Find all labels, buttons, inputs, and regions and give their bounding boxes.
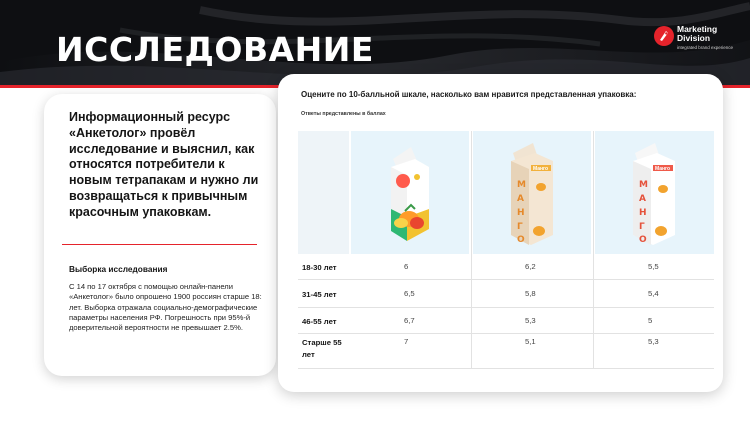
score-value: 5,1 bbox=[525, 337, 536, 346]
info-card bbox=[44, 94, 276, 376]
row-label: 31-45 лет bbox=[302, 290, 337, 299]
white-mango-carton-icon bbox=[595, 131, 714, 254]
score-value: 5,3 bbox=[648, 337, 659, 346]
row-label: 18-30 лет bbox=[302, 263, 337, 272]
score-value: 5,5 bbox=[648, 262, 659, 271]
svg-text:М: М bbox=[639, 180, 648, 190]
svg-text:Н: Н bbox=[517, 208, 525, 218]
row-label: Старше 55 лет bbox=[302, 338, 342, 359]
svg-text:Н: Н bbox=[639, 208, 647, 218]
score-value: 6 bbox=[404, 262, 409, 271]
svg-text:О: О bbox=[517, 235, 525, 245]
divider bbox=[62, 244, 257, 245]
score-value: 6,5 bbox=[404, 289, 415, 298]
svg-text:А: А bbox=[639, 194, 646, 204]
score-value: 6,7 bbox=[404, 316, 415, 325]
svg-text:Манго: Манго bbox=[655, 166, 671, 172]
header-blank-cell bbox=[298, 131, 349, 254]
survey-note: Ответы представлены в баллах bbox=[301, 111, 386, 117]
svg-text:Г: Г bbox=[639, 222, 645, 232]
package-cell-3 bbox=[595, 131, 714, 254]
logo-name: Marketing Division bbox=[677, 24, 718, 43]
lead-paragraph: Информационный ресурс «Анкетолог» провёл исследование и выяснил, как относятся потребители к новым тетрапакам и нужно ли возвращаться к привычным красочным упаковкам. bbox=[69, 110, 259, 219]
table-row bbox=[298, 280, 714, 308]
survey-card bbox=[278, 74, 723, 392]
score-value: 5,4 bbox=[648, 289, 659, 298]
table-row bbox=[298, 308, 714, 334]
package-cell-1 bbox=[351, 131, 469, 254]
svg-text:М: М bbox=[517, 180, 526, 190]
package-cell-2 bbox=[473, 131, 591, 254]
score-value: 5,8 bbox=[525, 289, 536, 298]
table-row bbox=[298, 254, 714, 280]
svg-text:А: А bbox=[517, 194, 524, 204]
row-label: 46-55 лет bbox=[302, 317, 337, 326]
sample-title: Выборка исследования bbox=[69, 264, 168, 274]
survey-question: Оцените по 10-балльной шкале, насколько вам нравится представленная упаковка: bbox=[301, 90, 637, 99]
score-value: 5,3 bbox=[525, 316, 536, 325]
table-row bbox=[298, 334, 714, 369]
score-value: 6,2 bbox=[525, 262, 536, 271]
logo-tagline: integrated brand experience bbox=[677, 45, 734, 50]
company-logo bbox=[654, 24, 744, 52]
svg-text:Г: Г bbox=[517, 222, 523, 232]
svg-text:Манго: Манго bbox=[533, 166, 549, 172]
rocket-logo-icon bbox=[654, 26, 674, 46]
svg-text:О: О bbox=[639, 235, 647, 245]
page-title: ИССЛЕДОВАНИЕ bbox=[56, 30, 374, 69]
colorful-mango-carton-icon bbox=[351, 131, 469, 254]
score-value: 5 bbox=[648, 316, 653, 325]
score-value: 7 bbox=[404, 337, 409, 346]
sample-description: С 14 по 17 октября с помощью онлайн-панели «Анкетолог» было опрошено 1900 россиян старше 18: лет. Выборка отражала социально-демографические параметры населения РФ. Погрешность при 95%-й доверительной вероятности не превышает 2.5%. bbox=[69, 282, 262, 333]
beige-mango-carton-icon bbox=[473, 131, 591, 254]
